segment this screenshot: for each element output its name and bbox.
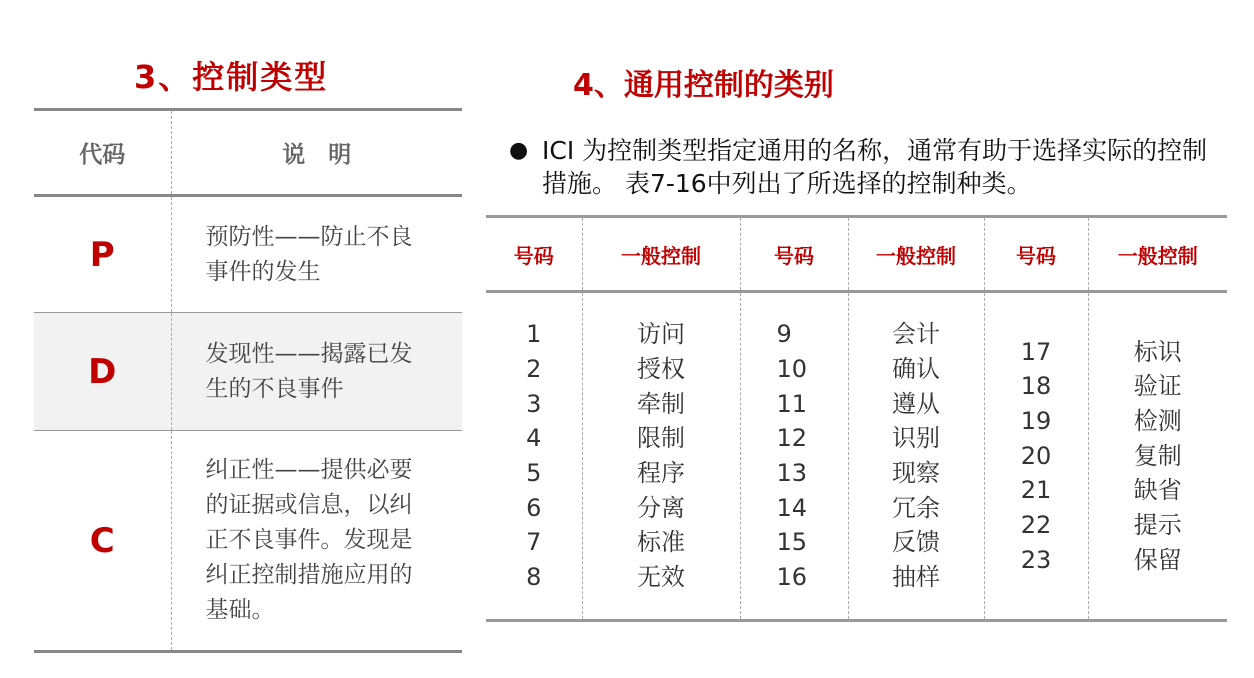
number-header: 号码 [486, 217, 582, 292]
general-controls-title: 4、通用控制的类别 [573, 68, 834, 103]
table-header-row [486, 217, 1227, 292]
number-column-1: 1 2 3 4 5 6 7 8 [486, 292, 582, 621]
code-header: 代码 [34, 110, 171, 196]
number-column-3: 17 18 19 20 21 22 23 [984, 292, 1088, 621]
control-description: 预防性——防止不良事件的发生 [171, 196, 462, 313]
control-code-p: P [34, 196, 171, 313]
number-header: 号码 [740, 217, 848, 292]
table-header-row [34, 110, 462, 196]
control-code-d: D [34, 313, 171, 431]
number-header: 号码 [984, 217, 1088, 292]
control-column-2: 会计 确认 遵从 识别 现察 冗余 反馈 抽样 [848, 292, 984, 621]
control-description: 发现性——揭露已发生的不良事件 [171, 313, 462, 431]
bullet-dot-icon: ● [509, 138, 529, 163]
table-row [486, 292, 1227, 621]
bullet-paragraph [509, 134, 1209, 200]
control-description: 纠正性——提供必要的证据或信息，以纠正不良事件。发现是纠正控制措施应用的基础。 [171, 431, 462, 652]
control-header: 一般控制 [848, 217, 984, 292]
number-column-2: 9 10 11 12 13 14 15 16 [740, 292, 848, 621]
control-header: 一般控制 [1088, 217, 1227, 292]
control-types-title: 3、控制类型 [134, 58, 329, 96]
control-column-3: 标识 验证 检测 复制 缺省 提示 保留 [1088, 292, 1227, 621]
control-column-1: 访问 授权 牵制 限制 程序 分离 标准 无效 [582, 292, 740, 621]
table-row [34, 431, 462, 652]
description-header: 说 明 [171, 110, 462, 196]
general-controls-table [486, 215, 1227, 622]
table-row [34, 313, 462, 431]
control-types-table [34, 108, 462, 653]
control-code-c: C [34, 431, 171, 652]
bullet-text: ICI 为控制类型指定通用的名称，通常有助于选择实际的控制措施。 表7-16中列出了所选择的控制种类。 [542, 136, 1208, 198]
table-row [34, 196, 462, 313]
control-header: 一般控制 [582, 217, 740, 292]
